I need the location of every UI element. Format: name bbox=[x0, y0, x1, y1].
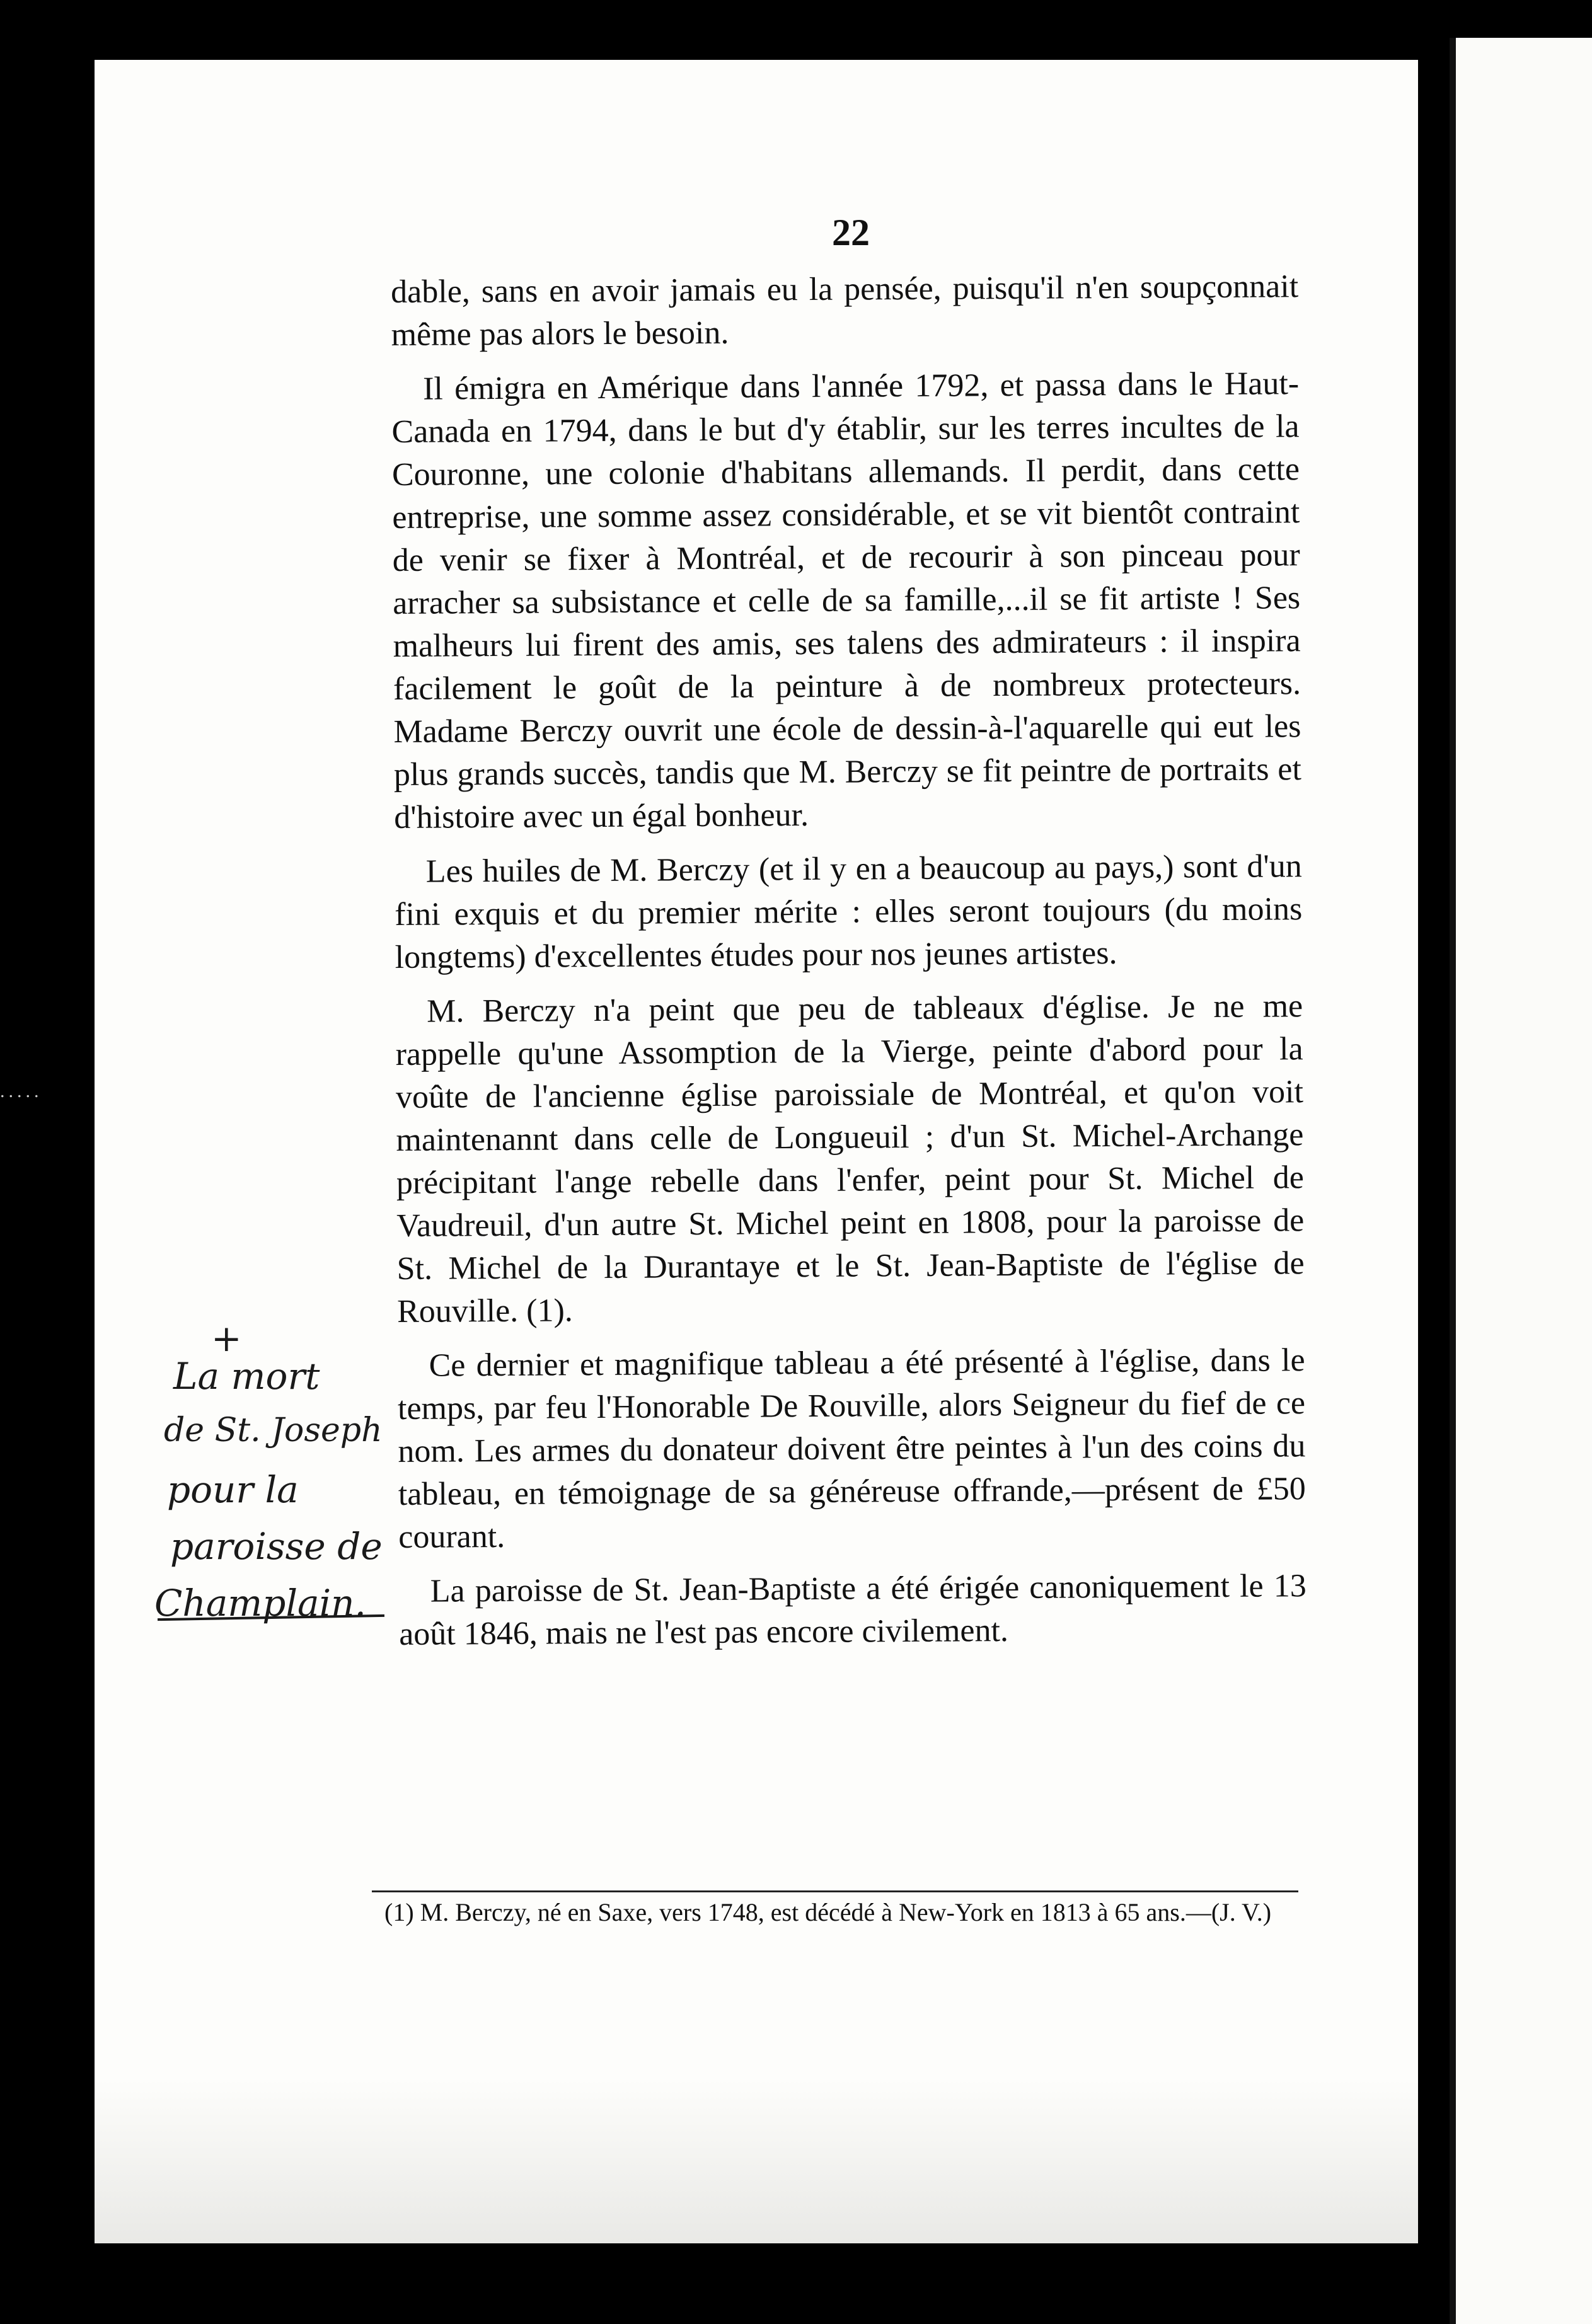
handwritten-line-4: paroisse de bbox=[170, 1525, 383, 1568]
paragraph-1: dable, sans en avoir jamais eu la pensée, puisqu'il n'en soupçonnait même pas alors le besoin. bbox=[391, 268, 1299, 353]
handwritten-margin-note bbox=[154, 1317, 394, 1651]
handwritten-line-5: Champlain. bbox=[154, 1582, 366, 1625]
paragraph-4: M. Berczy n'a peint que peu de tableaux d'église. Je ne me rappelle qu'une Assomption de la Vierge, peinte d'abord pour la voûte de l'ancienne église paroissiale de Montréal, et qu'on voit maintenannt dans celle de Longueuil ; d'un St. Michel-Archange précipitant l'ange rebelle dans l'enfer, peint pour St. Michel de Vaudreuil, d'un autre St. Michel peint en 1808, pour la paroisse de St. Michel de la Durantaye et le St. Jean-Baptiste de l'église de Rouville. (1). bbox=[395, 988, 1305, 1330]
paragraph-2: Il émigra en Amérique dans l'année 1792, et passa dans le Haut-Canada en 1794, dans le but d'y établir, sur les terres incultes de la Couronne, une colonie d'habitans allemands. Il perdit, dans cette entreprise, une somme assez considérable, et se vit bientôt contraint de venir se fixer à Montréal, et de recourir à son pinceau pour arracher sa subsistance et celle de sa famille,...il se fit artiste ! Ses malheurs lui firent des amis, ses talens des admirateurs : il inspira facilement le goût de la peinture à de nombreux protecteurs. Madame Berczy ouvrit une école de dessin-à-l'aquarelle qui eut les plus grands succès, tandis que M. Berczy se fit peintre de portraits et d'histoire avec un égal bonheur. bbox=[391, 365, 1302, 836]
footnote: (1) M. Berczy, né en Saxe, vers 1748, est décédé à New-York en 1813 à 65 ans.—(J. V.) bbox=[384, 1898, 1272, 1926]
page-shadow bbox=[95, 2080, 1418, 2243]
handwritten-line-2: de St. Joseph bbox=[164, 1412, 383, 1449]
handwritten-mark: + bbox=[211, 1317, 242, 1360]
paragraph-3: Les huiles de M. Berczy (et il y en a beaucoup au pays,) sont d'un fini exquis et du premier mérite : elles seront toujours (du moins longtems) d'excellentes études pour nos jeunes artistes. bbox=[395, 848, 1303, 975]
handwritten-line-1: La mort bbox=[173, 1355, 320, 1398]
handwritten-line-3: pour la bbox=[167, 1468, 299, 1511]
scan-artifact: ..... bbox=[0, 1081, 43, 1102]
facing-page-edge bbox=[1450, 38, 1592, 2324]
page-number: 22 bbox=[832, 212, 870, 253]
footnote-separator bbox=[372, 1890, 1298, 1892]
paragraph-6: La paroisse de St. Jean-Baptiste a été érigée canoniquement le 13 août 1846, mais ne l'est pas encore civilement. bbox=[399, 1568, 1306, 1652]
body-text bbox=[391, 265, 1307, 1667]
paragraph-5: Ce dernier et magnifique tableau a été présenté à l'église, dans le temps, par feu l'Honorable De Rouville, alors Seigneur du fief de ce nom. Les armes du donateur doivent être peintes à l'un des coins du tableau, en témoignage de sa généreuse offrande,—présent de £50 courant. bbox=[397, 1342, 1306, 1555]
